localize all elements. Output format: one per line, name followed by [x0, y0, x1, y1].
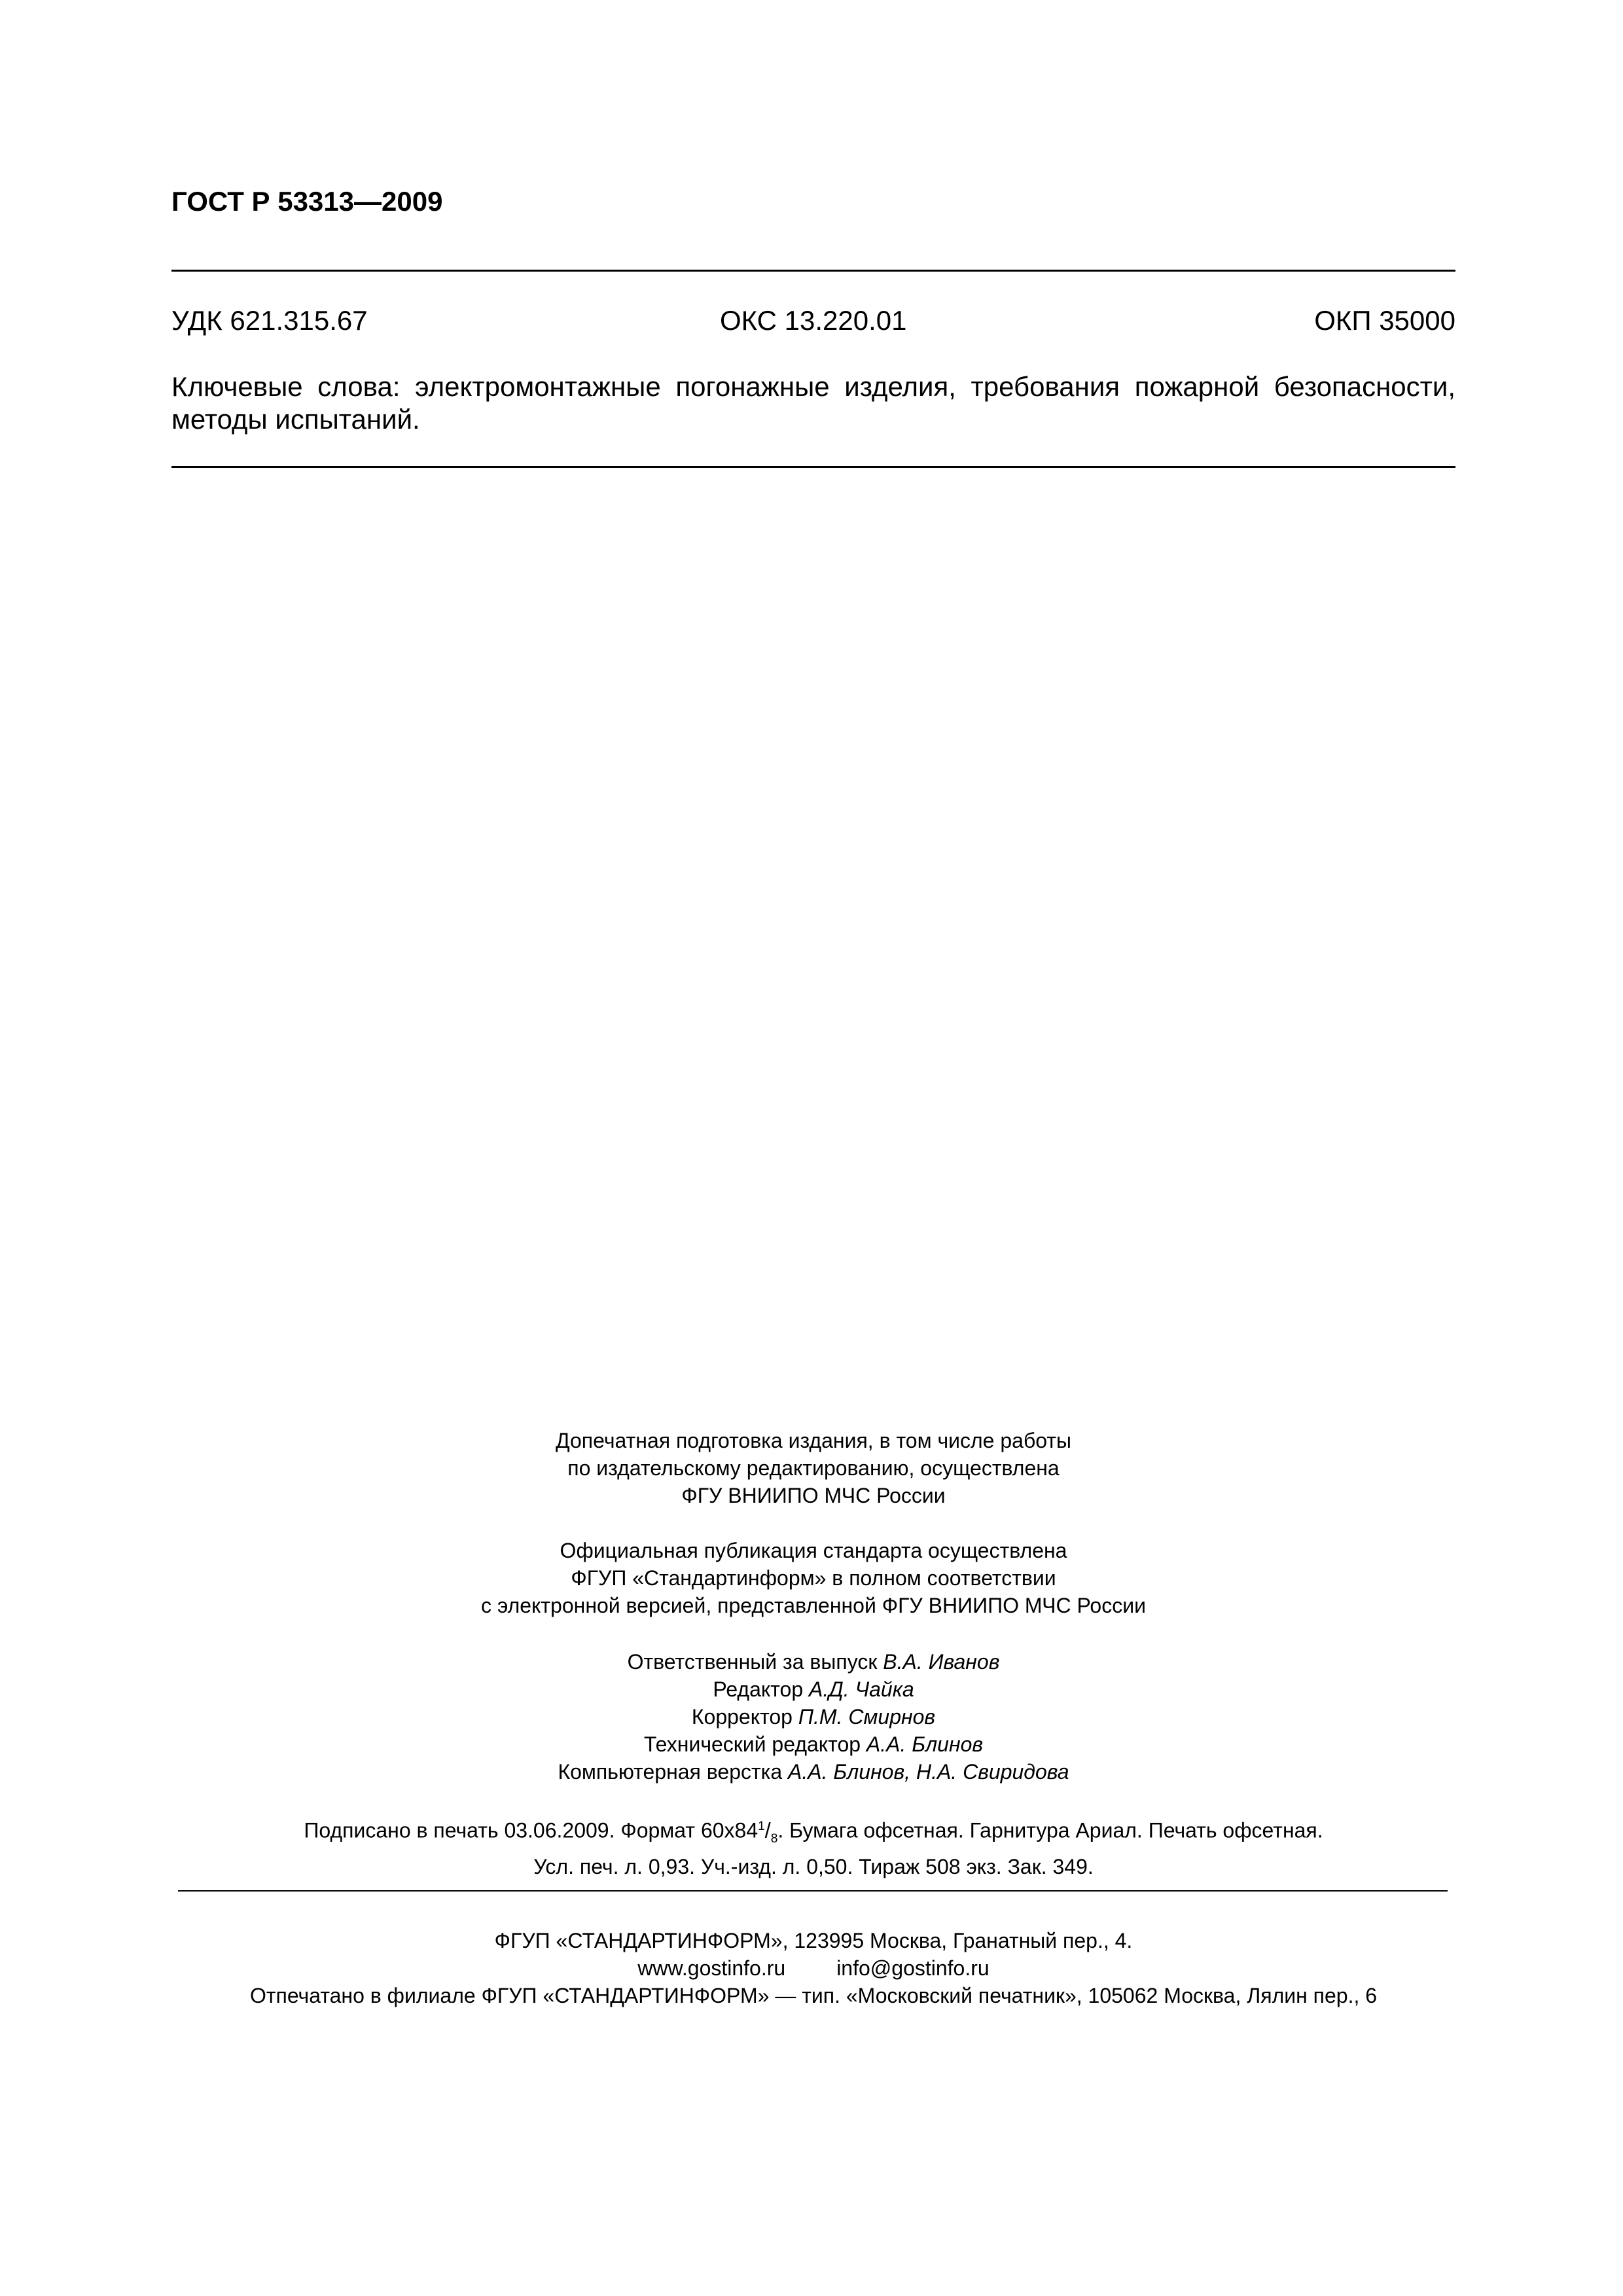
email-link[interactable]: info@gostinfo.ru [836, 1956, 990, 1980]
top-rule [171, 270, 1455, 272]
staff-line [171, 1703, 1455, 1731]
staff-role: Компьютерная верстка [558, 1760, 783, 1784]
staff-line [171, 1758, 1455, 1785]
staff-name: А.А. Блинов, Н.А. Свиридова [788, 1760, 1069, 1784]
official-line: Официальная публикация стандарта осуществлена [560, 1539, 1067, 1562]
document-code: ГОСТ Р 53313—2009 [171, 186, 443, 217]
keywords-rule [171, 466, 1455, 468]
prepress-block [171, 1427, 1455, 1509]
website-link[interactable]: www.gostinfo.ru [637, 1956, 786, 1980]
print-details-line [171, 1813, 1455, 1853]
staff-name: В.А. Иванов [883, 1650, 1000, 1674]
udk-code: УДК 621.315.67 [171, 305, 368, 336]
prepress-line: ФГУ ВНИИПО МЧС России [681, 1484, 946, 1507]
print-details-text: Подписано в печать 03.06.2009. Формат 60x84 [304, 1818, 758, 1842]
staff-line [171, 1648, 1455, 1676]
okp-code: ОКП 35000 [1314, 305, 1455, 336]
staff-name: А.Д. Чайка [809, 1677, 914, 1701]
publisher-address: ФГУП «СТАНДАРТИНФОРМ», 123995 Москва, Гранатный пер., 4. [494, 1929, 1133, 1952]
keywords: Ключевые слова: электромонтажные погонажные изделия, требования пожарной безопасности, методы испытаний. [171, 371, 1455, 435]
format-sub: 8 [770, 1832, 778, 1846]
publisher-contacts [171, 1954, 1455, 1982]
staff-role: Ответственный за выпуск [627, 1650, 878, 1674]
staff-line [171, 1731, 1455, 1758]
imprint-rule [178, 1890, 1448, 1892]
staff-name: А.А. Блинов [866, 1732, 984, 1756]
staff-role: Корректор [691, 1705, 793, 1729]
format-sup: 1 [758, 1820, 765, 1833]
prepress-line: по издательскому редактированию, осуществлена [567, 1456, 1060, 1480]
print-details-line: Усл. печ. л. 0,93. Уч.-изд. л. 0,50. Тираж 508 экз. Зак. 349. [533, 1855, 1094, 1879]
staff-role: Редактор [713, 1677, 804, 1701]
staff-name: П.М. Смирнов [798, 1705, 936, 1729]
staff-role: Технический редактор [643, 1732, 861, 1756]
staff-block [171, 1648, 1455, 1785]
staff-line [171, 1676, 1455, 1703]
official-publication-block [171, 1537, 1455, 1619]
oks-code: ОКС 13.220.01 [720, 305, 907, 336]
official-line: с электронной версией, представленной ФГУ ВНИИПО МЧС России [481, 1594, 1146, 1617]
official-line: ФГУП «Стандартинформ» в полном соответствии [571, 1566, 1056, 1590]
printing-house: Отпечатано в филиале ФГУП «СТАНДАРТИНФОРМ» — тип. «Московский печатник», 105062 Москва, Лялин пер., 6 [249, 1984, 1378, 2007]
print-details-block [171, 1813, 1455, 1880]
format-slash: / [764, 1818, 771, 1842]
prepress-line: Допечатная подготовка издания, в том числе работы [555, 1429, 1072, 1452]
publisher-block [171, 1927, 1455, 2009]
print-details-text: . Бумага офсетная. Гарнитура Ариал. Печать офсетная. [777, 1818, 1323, 1842]
